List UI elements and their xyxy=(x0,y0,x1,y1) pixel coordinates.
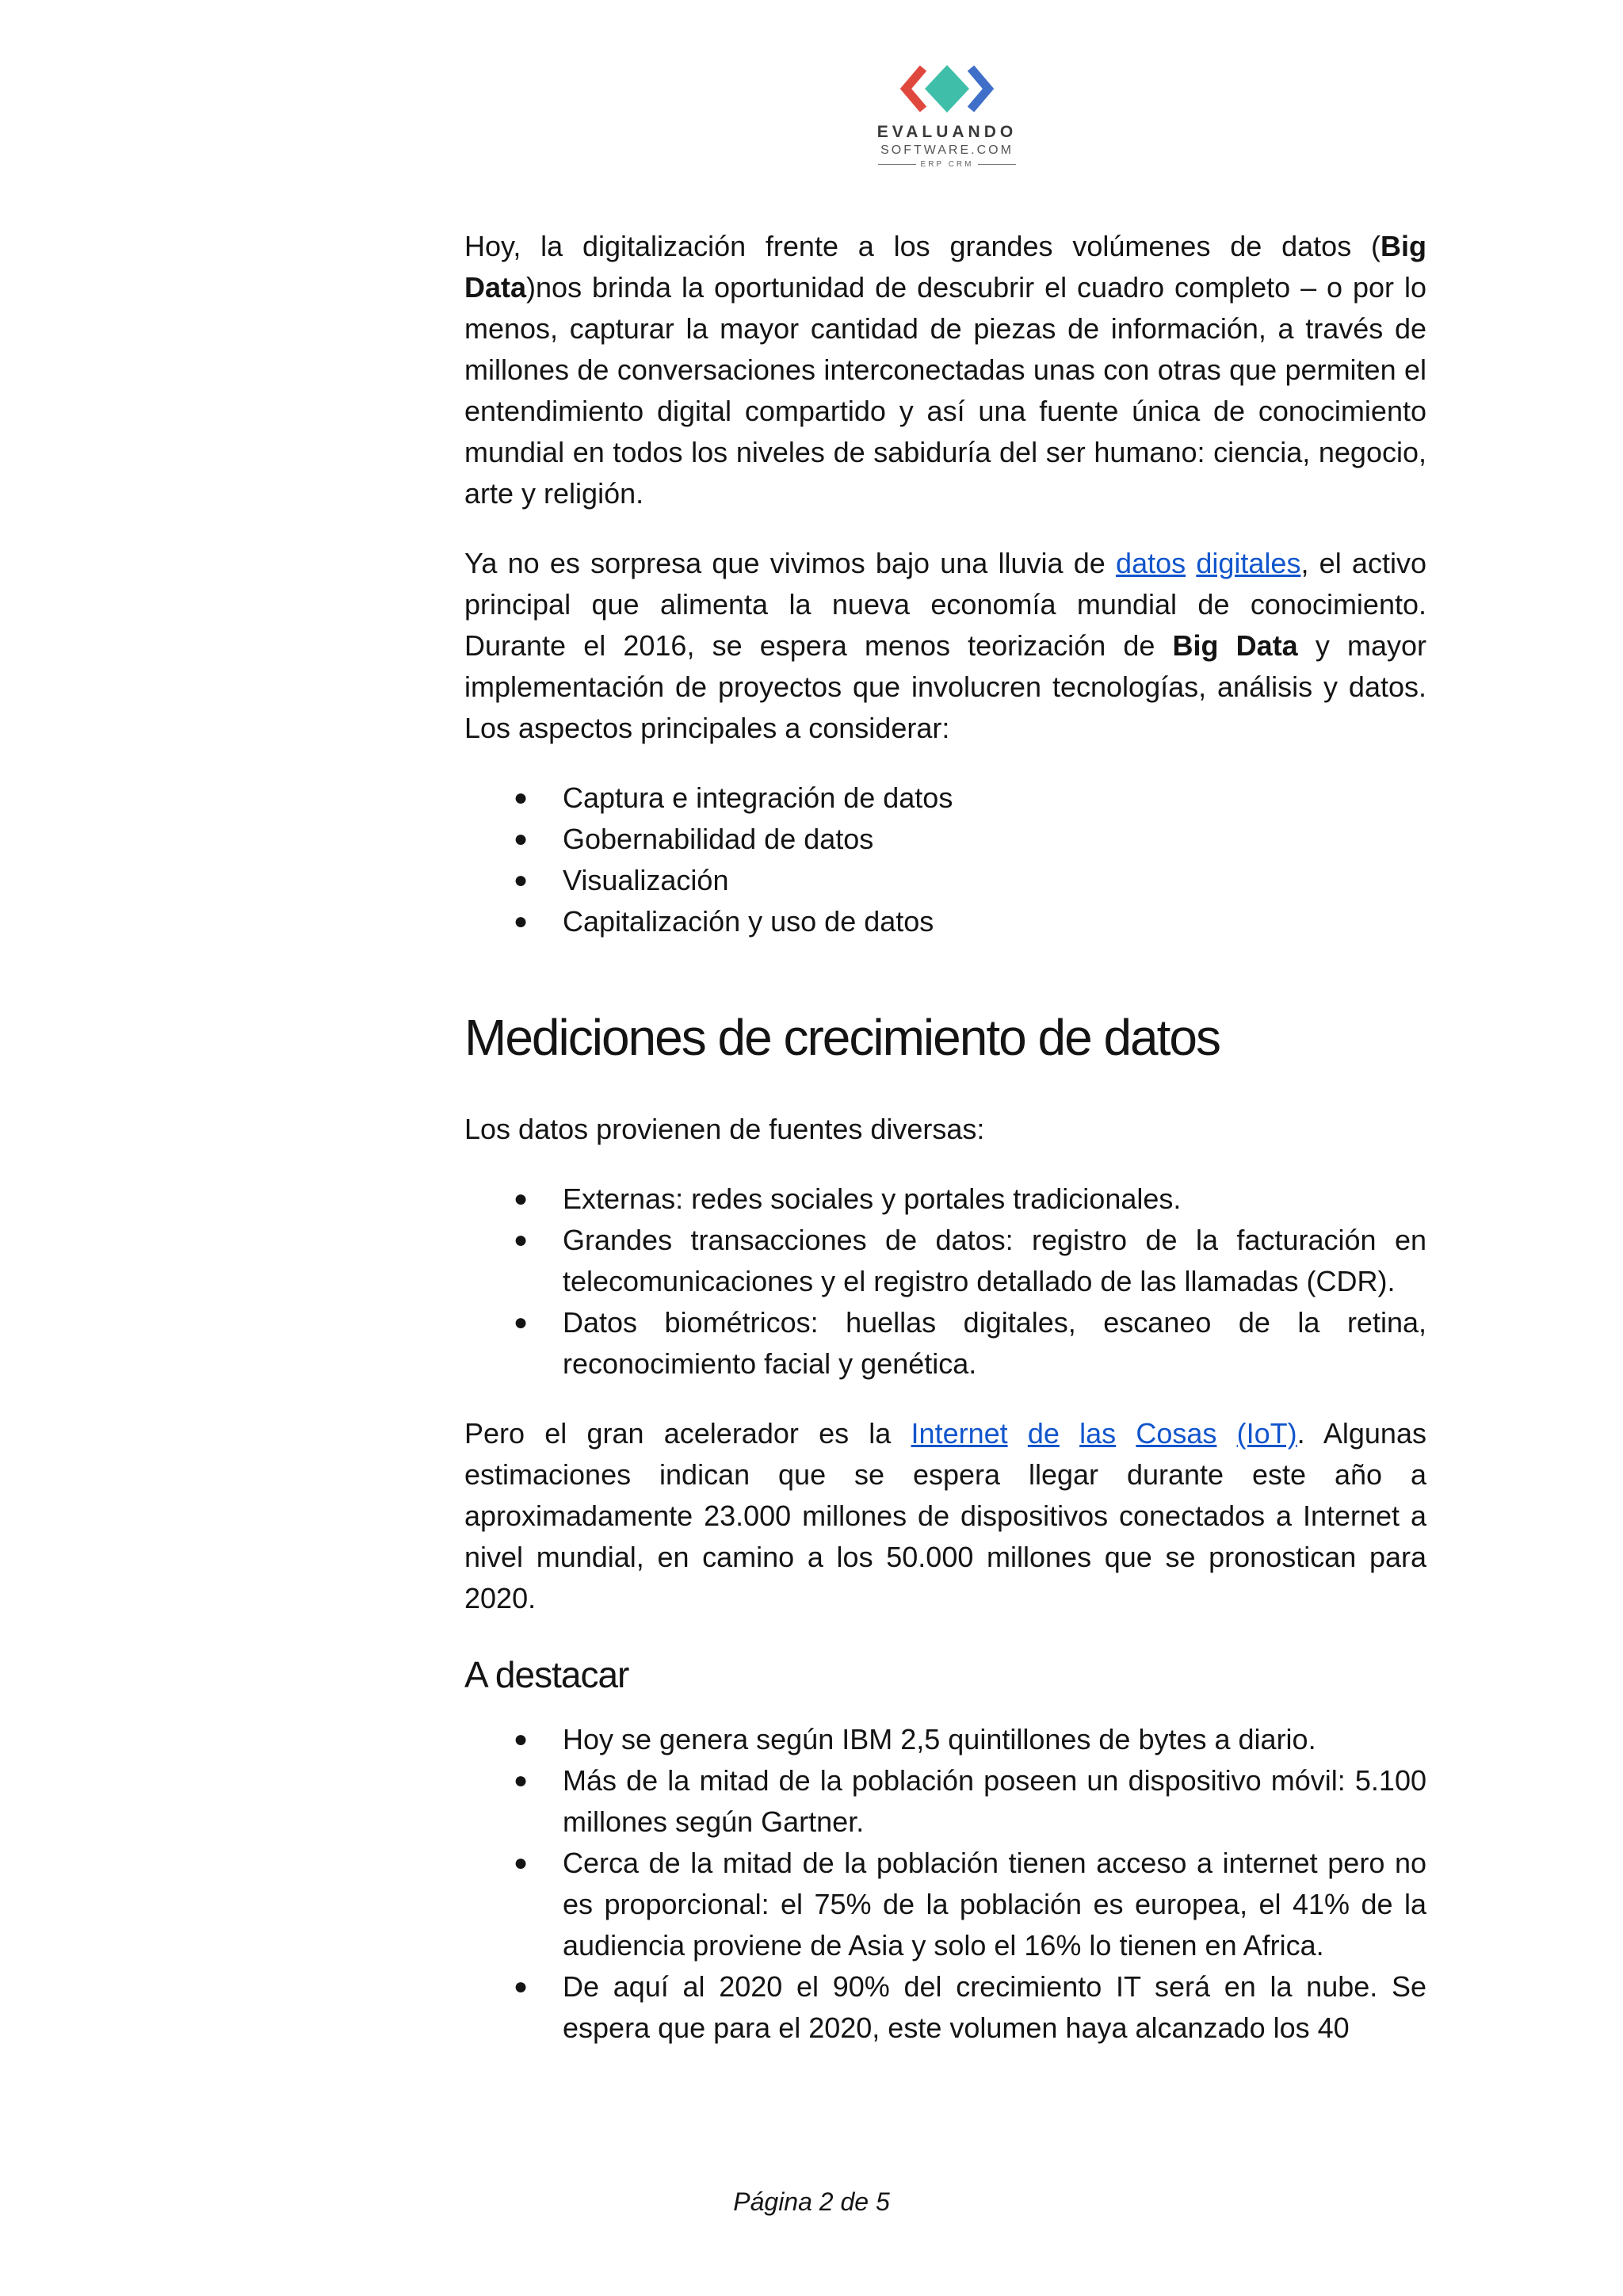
bullet-icon: ● xyxy=(514,1767,529,1794)
sources-list xyxy=(464,1179,1426,1385)
link-las[interactable]: las xyxy=(1079,1417,1117,1450)
link-digitales[interactable]: digitales xyxy=(1196,547,1301,579)
logo-tagline: ERP CRM xyxy=(860,160,1034,169)
link-iot[interactable]: (IoT) xyxy=(1236,1417,1297,1450)
company-logo xyxy=(860,55,1034,174)
paragraph-digital-data: Ya no es sorpresa que vivimos bajo una lluvia de datos digitales, el activo principal que alimenta la nueva economía mundial de conocimiento. Durante el 2016, se espera menos teorización de Big Data y mayor implementación de proyectos que involucren tecnologías, análisis y datos. Los aspectos principales a considerar: xyxy=(464,547,1426,744)
link-internet[interactable]: Internet xyxy=(911,1417,1008,1450)
section-heading: Mediciones de crecimiento de datos xyxy=(464,1009,1220,1066)
list-item: ● Gobernabilidad de datos xyxy=(464,819,1426,860)
list-item: ● Captura e integración de datos xyxy=(464,777,1426,819)
bold-term: Big Data xyxy=(1172,629,1298,662)
highlights-list xyxy=(464,1719,1426,2049)
list-item: ● Cerca de la mitad de la población tienen acceso a internet pero no es proporcional: el 75% de la población es europea, el 41% de la audiencia proviene de Asia y solo el 16% lo tienen en Africa. xyxy=(464,1843,1426,1966)
link-cosas[interactable]: Cosas xyxy=(1136,1417,1217,1450)
bullet-icon: ● xyxy=(514,1726,529,1752)
bullet-icon: ● xyxy=(514,1227,529,1253)
bullet-icon: ● xyxy=(514,1850,529,1876)
bullet-icon: ● xyxy=(514,1309,529,1335)
bullet-icon: ● xyxy=(514,1186,529,1212)
paragraph-iot: Pero el gran acelerador es la Internet de las Cosas (IoT). Algunas estimaciones indican que se espera llegar durante este año a aproximadamente 23.000 millones de dispositivos conectados a Internet a nivel mundial, en camino a los 50.000 millones que se pronostican para 2020. xyxy=(464,1417,1426,1614)
paragraph-intro: Hoy, la digitalización frente a los grandes volúmenes de datos (Big Data)nos brinda la oportunidad de descubrir el cuadro completo – o por lo menos, capturar la mayor cantidad de piezas de información, a través de millones de conversaciones interconectadas unas con otras que permiten el entendimiento digital compartido y así una fuente única de conocimiento mundial en todos los niveles de sabiduría del ser humano: ciencia, negocio, arte y religión. xyxy=(464,230,1426,510)
bullet-icon: ● xyxy=(514,908,529,934)
bullet-icon: ● xyxy=(514,826,529,852)
logo-wordmark-line1: EVALUANDO xyxy=(876,123,1018,141)
list-item: ● Más de la mitad de la población poseen un dispositivo móvil: 5.100 millones según Gartner. xyxy=(464,1760,1426,1843)
link-de[interactable]: de xyxy=(1027,1417,1060,1450)
diamond-chevrons-icon xyxy=(899,60,995,117)
list-item: ● Externas: redes sociales y portales tradicionales. xyxy=(464,1179,1426,1220)
list-item: ● Hoy se genera según IBM 2,5 quintillones de bytes a diario. xyxy=(464,1719,1426,1760)
link-datos[interactable]: datos xyxy=(1116,547,1186,579)
list-item: ● Visualización xyxy=(464,860,1426,901)
paragraph-sources: Los datos provienen de fuentes diversas: xyxy=(464,1113,985,1145)
logo-wordmark-line2: SOFTWARE.COM xyxy=(880,143,1014,157)
bullet-icon: ● xyxy=(514,785,529,811)
bold-term: Big Data xyxy=(464,230,1426,304)
subsection-heading: A destacar xyxy=(464,1654,629,1695)
aspects-list xyxy=(464,777,1426,942)
list-item: ● Capitalización y uso de datos xyxy=(464,901,1426,942)
page-number: Página 2 de 5 xyxy=(733,2187,890,2216)
bullet-icon: ● xyxy=(514,867,529,893)
list-item: ● De aquí al 2020 el 90% del crecimiento IT será en la nube. Se espera que para el 2020, este volumen haya alcanzado los 40 xyxy=(464,1966,1426,2049)
document-body xyxy=(464,226,1426,2049)
bullet-icon: ● xyxy=(514,1973,529,2000)
list-item: ● Datos biométricos: huellas digitales, escaneo de la retina, reconocimiento facial y genética. xyxy=(464,1302,1426,1385)
list-item: ● Grandes transacciones de datos: registro de la facturación en telecomunicaciones y el registro detallado de las llamadas (CDR). xyxy=(464,1220,1426,1302)
